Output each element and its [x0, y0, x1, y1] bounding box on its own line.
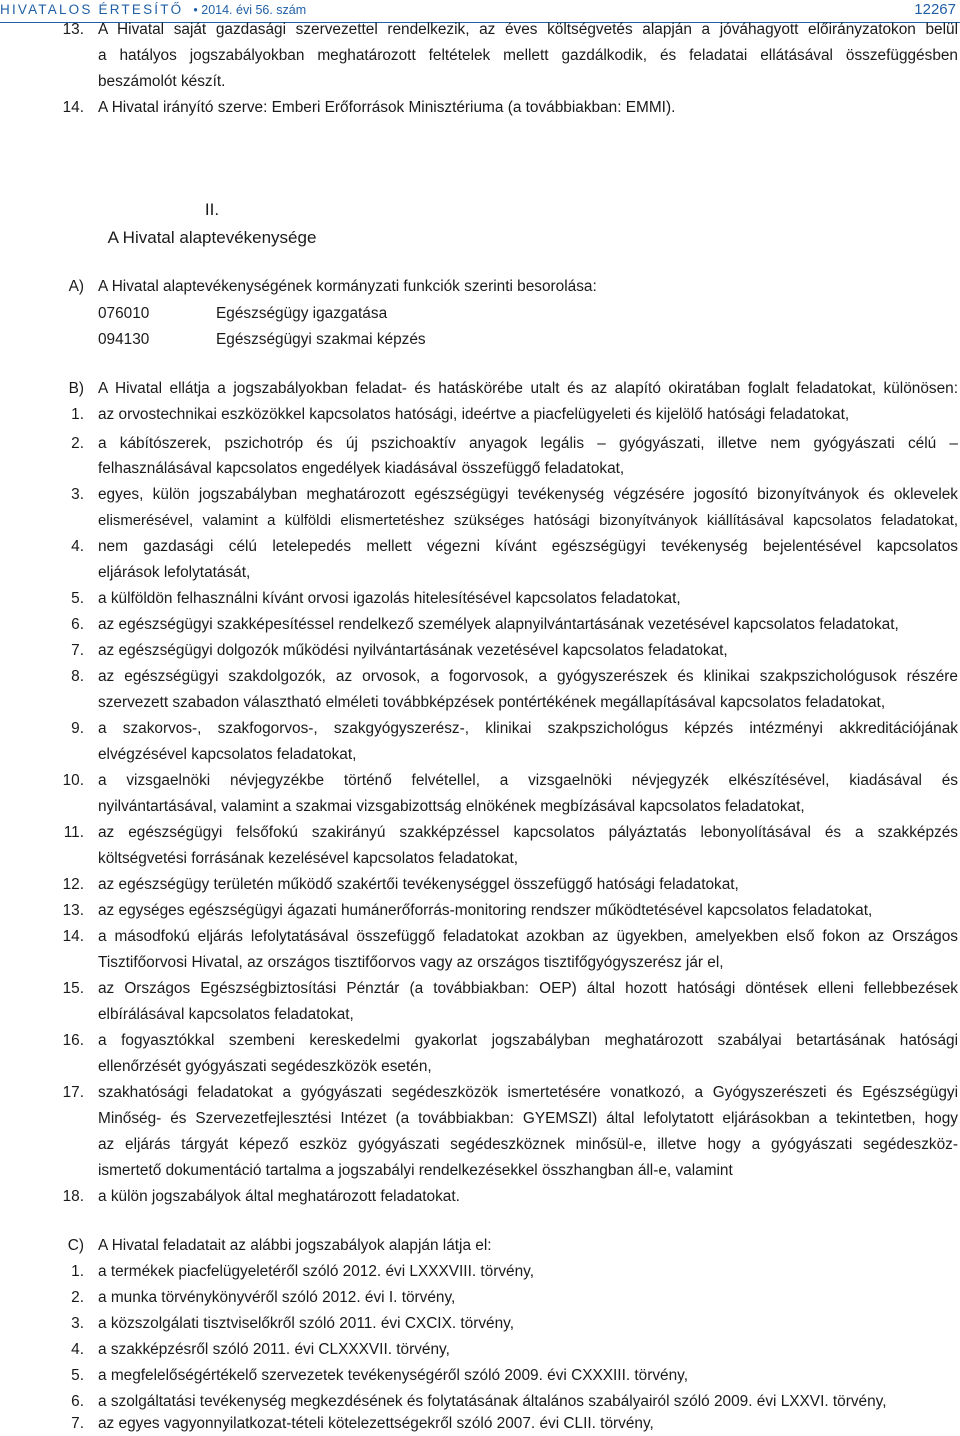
- item-number: 7.: [71, 642, 84, 659]
- page-header: [0, 0, 960, 23]
- item-text: a szakképzésről szóló 2011. évi CLXXXVII. törvény,: [98, 1341, 450, 1358]
- chapter-title: A Hivatal alaptevékenysége: [107, 228, 317, 247]
- item-text: költségvetési forrásának kezelésével kapcsolatos feladatokat,: [98, 850, 519, 867]
- item-text: az egészségügyi szakképesítéssel rendelkező személyek alapnyilvántartásának vezetésével kapcsolatos feladatokat,: [98, 616, 899, 633]
- item-text: felhasználásával kapcsolatos engedélyek kiadásával összefüggő feladatokat,: [98, 460, 625, 477]
- item-text: az eljárás tárgyát képező eszköz gyógyászati segédeszköznek minősül-e, illetve hogy a gyógyászati segédeszköz-: [98, 1136, 958, 1153]
- section-number: 14.: [62, 99, 84, 116]
- item-text: a munka törvénykönyvéről szóló 2012. évi I. törvény,: [98, 1289, 456, 1306]
- section-number: 13.: [62, 21, 84, 38]
- item-number: 3.: [71, 1315, 84, 1332]
- item-number: 2.: [71, 1289, 84, 1306]
- item-text: az egységes egészségügyi ágazati humánerőforrás-monitoring rendszer működtetésével kapcsolatos feladatokat,: [98, 902, 873, 919]
- item-number: 11.: [63, 824, 84, 841]
- item-text: az egészségügyi szakdolgozók, az orvosok, a fogorvosok, a gyógyszerészek és klinikai szakpszichológusok részére: [98, 668, 958, 685]
- item-text: az Országos Egészségbiztosítási Pénztár (a továbbiakban: OEP) által hozott hatósági döntések elleni fellebbezések: [98, 980, 958, 997]
- item-text: egyes, külön jogszabályban meghatározott egészségügyi tevékenység végzésére jogosító bizonyítványok és oklevelek: [98, 486, 958, 503]
- item-text: Tisztifőorvosi Hivatal, az országos tisztifőorvos vagy az országos tisztifőgyógyszerész jár el,: [98, 954, 724, 971]
- paragraph-line: a hatályos jogszabályokban meghatározott feltételek mellett gazdálkodik, és feladatai ellátásával összefüggésben: [98, 47, 958, 64]
- chapter-number: II.: [204, 200, 220, 219]
- item-text: a külön jogszabályok által meghatározott feladatokat.: [98, 1188, 460, 1205]
- part-label: A): [68, 278, 84, 295]
- item-text: szakhatósági feladatokat a gyógyászati segédeszközök ismertetésére vonatkozó, a Gyógyszerészeti és Egészségügyi: [98, 1084, 958, 1101]
- function-code: 076010: [98, 305, 150, 322]
- part-label: C): [67, 1237, 84, 1254]
- item-text: a másodfokú eljárás lefolytatásával összefüggő feladatokat azokban az ügyekben, amelyekben első fokon az Országos: [98, 928, 958, 945]
- part-title: A Hivatal ellátja a jogszabályokban feladat- és hatáskörébe utalt és az alapító okiratában foglalt feladatokat, különösen:: [98, 380, 958, 397]
- item-text: az egészségügyi dolgozók működési nyilvántartásának vezetésével kapcsolatos feladatokat,: [98, 642, 728, 659]
- item-number: 18.: [62, 1188, 84, 1205]
- issue-info: • 2014. évi 56. szám: [193, 3, 307, 17]
- item-text: elbírálásával kapcsolatos feladatokat,: [98, 1006, 354, 1023]
- item-number: 15.: [62, 980, 84, 997]
- item-text: a közszolgálati tisztviselőkről szóló 2011. évi CXCIX. törvény,: [98, 1315, 515, 1332]
- item-number: 7.: [71, 1415, 84, 1432]
- item-number: 4.: [71, 538, 84, 555]
- page-number: 12267: [914, 1, 956, 18]
- item-number: 17.: [62, 1084, 84, 1101]
- item-text: a fogyasztókkal szembeni kereskedelmi gyakorlat jogszabályban meghatározott szabályai betartásának hatósági: [98, 1032, 958, 1049]
- item-text: a szakorvos-, szakfogorvos-, szakgyógyszerész-, klinikai szakpszichológus képzés intézményi akkreditációjának: [98, 720, 958, 737]
- item-text: elismerésével, valamint a külföldi elismertetéshez szükséges hatósági bizonyítványok kiállításával kapcsolatos feladatokat,: [98, 513, 958, 529]
- item-number: 8.: [71, 668, 84, 685]
- item-number: 14.: [62, 928, 84, 945]
- item-number: 16.: [62, 1032, 84, 1049]
- item-text: a külföldön felhasználni kívánt orvosi igazolás hitelesítésével kapcsolatos feladatokat,: [98, 590, 681, 607]
- publication-title: HIVATALOS ÉRTESÍTŐ • 2014. évi 56. szám: [0, 2, 307, 17]
- item-number: 1.: [71, 406, 84, 423]
- item-text: a megfelelőségértékelő szervezetek tevékenységéről szóló 2009. évi CXXXIII. törvény,: [98, 1367, 688, 1384]
- part-title: A Hivatal alaptevékenységének kormányzati funkciók szerinti besorolása:: [98, 278, 597, 295]
- item-number: 1.: [71, 1263, 84, 1280]
- item-number: 12.: [62, 876, 84, 893]
- function-name: Egészségügy igazgatása: [216, 305, 388, 322]
- paragraph-line: beszámolót készít.: [98, 73, 226, 90]
- item-number: 5.: [71, 590, 84, 607]
- item-text: az egészségügyi felsőfokú szakirányú szakképzéssel kapcsolatos pályáztatás lebonyolításával és a szakképzés: [98, 824, 958, 841]
- item-text: a kábítószerek, pszichotróp és új pszichoaktív anyagok legális – gyógyászati, illetve nem gyógyászati célú –: [98, 435, 958, 452]
- item-text: ismertető dokumentáció tartalma a jogszabályi rendelkezésekkel összhangban áll-e, valamint: [98, 1162, 733, 1179]
- item-text: az orvostechnikai eszközökkel kapcsolatos hatósági, ideértve a piacfelügyeleti és kijelölő hatósági feladatokat,: [98, 406, 850, 423]
- part-title: A Hivatal feladatait az alábbi jogszabályok alapján látja el:: [98, 1237, 492, 1254]
- item-text: Minőség- és Szervezetfejlesztési Intézet (a továbbiakban: GYEMSZI) által lefolytatott eljárásokban a tekintetben, hogy: [98, 1110, 958, 1127]
- item-number: 9.: [71, 720, 84, 737]
- item-text: eljárások lefolytatását,: [98, 564, 251, 581]
- item-number: 3.: [71, 486, 84, 503]
- item-number: 5.: [71, 1367, 84, 1384]
- item-text: a vizsgaelnöki névjegyzékbe történő felvétellel, a vizsgaelnöki névjegyzék elkészítésével, kiadásával és: [98, 772, 958, 789]
- item-number: 10.: [62, 772, 84, 789]
- paragraph-line: A Hivatal irányító szerve: Emberi Erőforrások Minisztériuma (a továbbiakban: EMMI).: [98, 99, 676, 116]
- item-number: 4.: [71, 1341, 84, 1358]
- part-label: B): [68, 380, 84, 397]
- item-text: a szolgáltatási tevékenység megkezdésének és folytatásának általános szabályairól szóló 2009. évi LXXVI. törvény,: [98, 1393, 887, 1410]
- item-text: az egyes vagyonnyilatkozat-tételi kötelezettségekről szóló 2007. évi CLII. törvény,: [98, 1415, 654, 1432]
- item-text: szervezett szabadon választható elméleti továbbképzések pontértékének megállapításával kapcsolatos feladatokat,: [98, 694, 886, 711]
- item-number: 2.: [71, 435, 84, 452]
- item-text: nem gazdasági célú letelepedés mellett végezni kívánt egészségügyi tevékenység bejelentésével kapcsolatos: [98, 538, 958, 555]
- function-name: Egészségügyi szakmai képzés: [216, 331, 426, 348]
- item-number: 13.: [62, 902, 84, 919]
- item-text: a termékek piacfelügyeletéről szóló 2012. évi LXXXVIII. törvény,: [98, 1263, 535, 1280]
- item-text: ellenőrzését gyógyászati segédeszközök esetén,: [98, 1058, 432, 1075]
- function-code: 094130: [98, 331, 150, 348]
- paragraph-line: A Hivatal saját gazdasági szervezettel rendelkezik, az éves költségvetés alapján a jóváhagyott előirányzatokon belül: [98, 21, 958, 38]
- item-text: elvégzésével kapcsolatos feladatokat,: [98, 746, 357, 763]
- item-number: 6.: [71, 616, 84, 633]
- item-number: 6.: [71, 1393, 84, 1410]
- item-text: nyilvántartásával, valamint a szakmai vizsgabizottság elnökének megbízásával kapcsolatos feladatokat,: [98, 798, 805, 815]
- item-text: az egészségügy területén működő szakértői tevékenységgel összefüggő hatósági feladatokat,: [98, 876, 739, 893]
